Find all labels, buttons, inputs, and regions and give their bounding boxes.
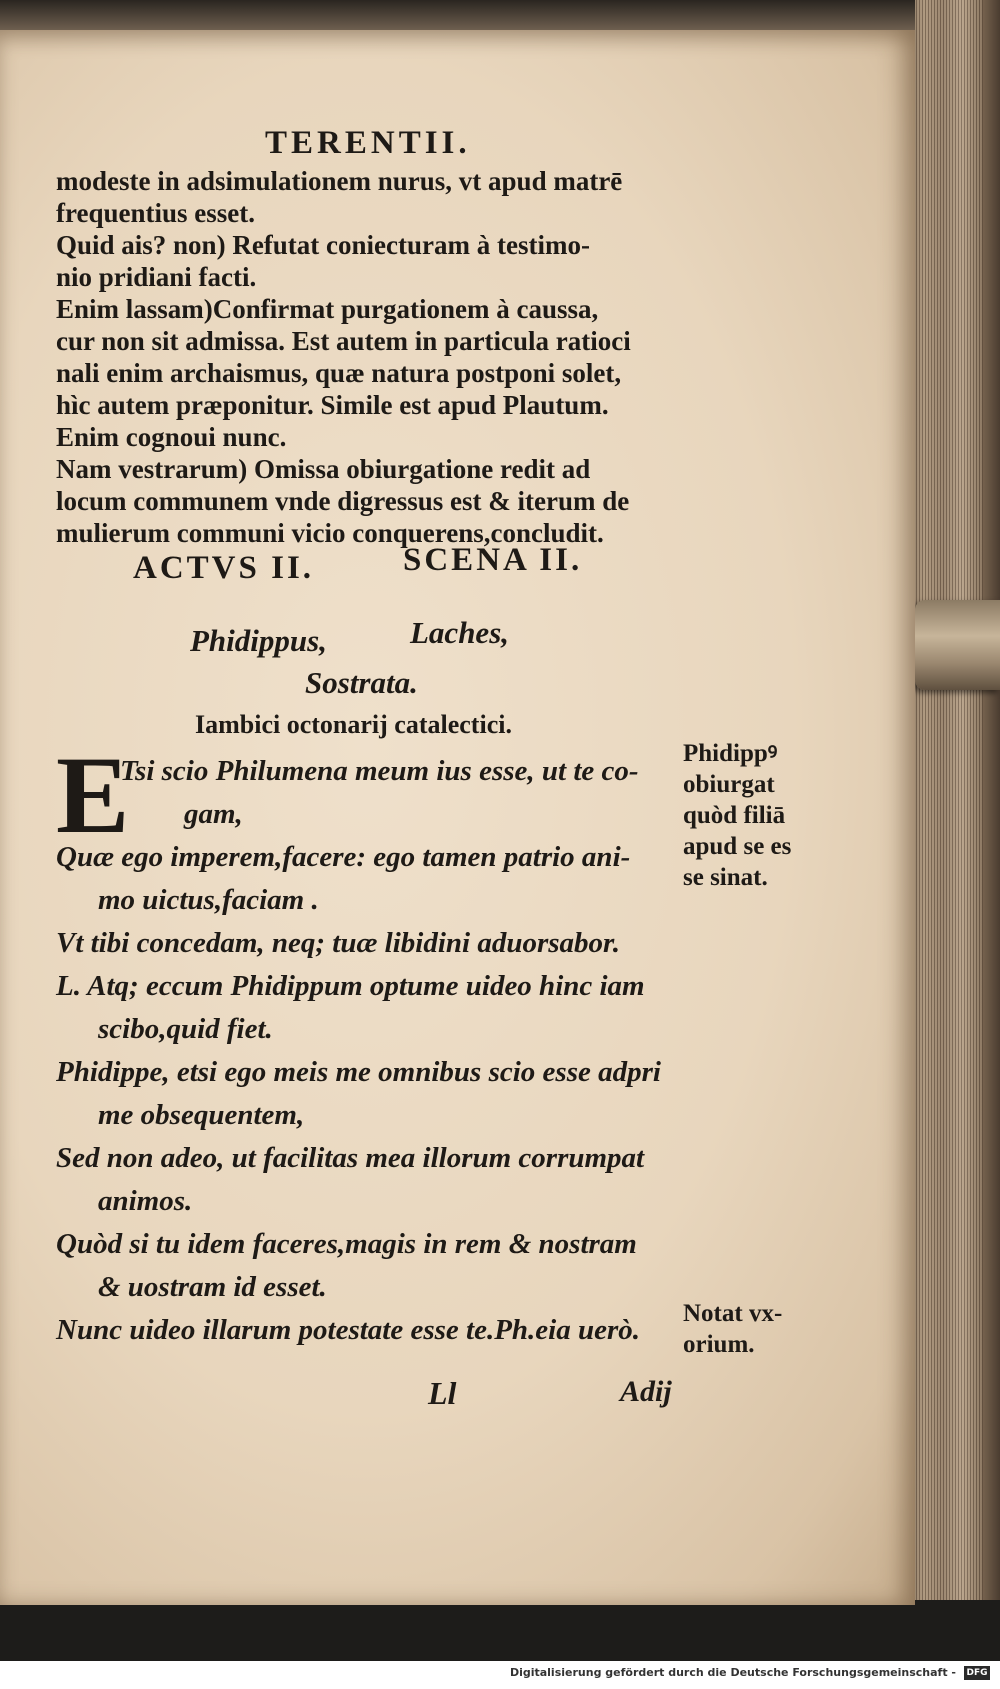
commentary-line: mulierum communi vicio conquerens,concludit. — [56, 518, 604, 548]
commentary-line: Enim lassam)Confirmat purgationem à caussa, — [56, 294, 599, 324]
commentary-line: nio pridiani facti. — [56, 262, 257, 292]
verse-line: L. Atq; eccum Phidippum optume uideo hinc iam — [56, 970, 645, 1002]
persona-sostrata: Sostrata. — [305, 665, 418, 700]
verse-line: me obsequentem, — [98, 1099, 305, 1131]
verse-line: Tsi scio Philumena meum ius esse, ut te co- — [120, 755, 639, 787]
drop-initial: E — [56, 734, 130, 856]
verse-line: Vt tibi concedam, neq; tuæ libidini aduorsabor. — [56, 927, 620, 959]
verse-line: Phidippe, etsi ego meis me omnibus scio esse adpri — [56, 1056, 661, 1088]
digitization-footer — [0, 1661, 1000, 1689]
commentary-line: frequentius esset. — [56, 198, 255, 228]
marginal-line: se sinat. — [683, 864, 768, 891]
scene-label: SCENA II. — [403, 542, 583, 578]
commentary-line: locum communem vnde digressus est & iterum de — [56, 486, 630, 516]
marginal-line: quòd filiā — [683, 802, 786, 829]
catchword: Adij — [620, 1375, 672, 1408]
act-label: ACTVS II. — [133, 550, 315, 586]
verse-line: Nunc uideo illarum potestate esse te.Ph.eia uerò. — [56, 1314, 641, 1346]
commentary-line: Nam vestrarum) Omissa obiurgatione redit ad — [56, 454, 591, 484]
verse-line: gam, — [184, 798, 243, 830]
verse-block — [56, 750, 686, 1352]
verse-line: & uostram id esset. — [98, 1271, 327, 1303]
footer-credit: Digitalisierung gefördert durch die Deutsche Forschungsgemeinschaft - — [509, 1666, 956, 1679]
verse-line: Quæ ego imperem,facere: ego tamen patrio ani- — [56, 841, 631, 873]
commentary-line: Quid ais? non) Refutat coniecturam à testimo- — [56, 230, 590, 260]
persona-laches: Laches, — [410, 615, 510, 650]
verse-line: Quòd si tu idem faceres,magis in rem & nostram — [56, 1228, 637, 1260]
marginal-line: obiurgat — [683, 771, 775, 798]
marginal-line: Notat vx- — [683, 1300, 783, 1327]
persona-phidippus: Phidippus, — [190, 623, 327, 658]
commentary-block — [56, 165, 696, 549]
page-top-shadow — [0, 0, 915, 30]
marginal-note-vxorium — [683, 1298, 782, 1360]
marginal-line: apud se es — [683, 833, 792, 860]
commentary-line: modeste in adsimulationem nurus, vt apud matrē — [56, 166, 623, 196]
commentary-line: nali enim archaismus, quæ natura postponi solet, — [56, 358, 622, 388]
verse-line: scibo,quid fiet. — [98, 1013, 273, 1045]
book-fore-edge — [905, 0, 1000, 1600]
book-page — [0, 30, 915, 1605]
marginal-note-obiurgat — [683, 738, 791, 893]
act-scene-heading — [133, 542, 653, 587]
book-clasp — [915, 600, 1000, 690]
verse-line: Sed non adeo, ut facilitas mea illorum corrumpat — [56, 1142, 645, 1174]
verse-line: animos. — [98, 1185, 193, 1217]
commentary-line: hìc autem præponitur. Simile est apud Plautum. — [56, 390, 609, 420]
commentary-line: cur non sit admissa. Est autem in particula ratioci — [56, 326, 631, 356]
signature-mark: Ll — [428, 1375, 457, 1411]
marginal-line: orium. — [683, 1331, 755, 1358]
meter-note: Iambici octonarij catalectici. — [195, 710, 512, 739]
running-head: TERENTII. — [265, 125, 471, 161]
commentary-line: Enim cognoui nunc. — [56, 422, 287, 452]
marginal-line: Phidippꝰ — [683, 740, 778, 767]
dfg-logo: DFG — [964, 1666, 990, 1680]
verse-line: mo uictus,faciam . — [98, 884, 319, 916]
